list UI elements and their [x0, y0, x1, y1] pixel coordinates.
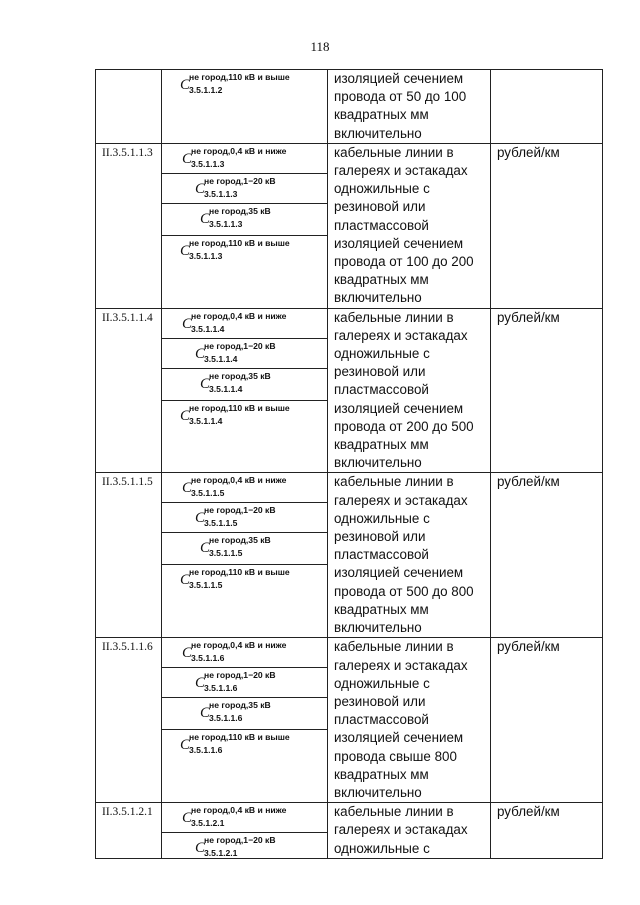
description-line: одножильные с	[334, 346, 430, 362]
symbol-letter: C	[182, 645, 193, 662]
symbol-letter: C	[200, 210, 211, 227]
description-line: изоляцией сечением	[334, 565, 464, 581]
row-description	[328, 143, 491, 308]
description-line: резиновой или	[334, 529, 426, 545]
symbol-subscript: 3.5.1.1.4	[191, 323, 225, 334]
table-row	[96, 143, 603, 308]
description-line: включительно	[334, 784, 422, 800]
symbol-superscript: не город,1−20 кВ	[204, 670, 276, 681]
description-line: изоляцией сечением	[334, 400, 464, 416]
row-unit: рублей/км	[491, 803, 603, 859]
description-line: провода от 50 до 100	[334, 89, 467, 105]
cost-symbol	[162, 565, 327, 629]
row-unit: рублей/км	[491, 638, 603, 803]
cost-symbol	[162, 698, 327, 730]
description-line: включительно	[334, 455, 422, 471]
symbol-letter: C	[200, 375, 211, 392]
symbol-letter: C	[180, 737, 191, 754]
cost-symbol	[162, 503, 327, 533]
row-code	[96, 70, 162, 144]
symbol-subscript: 3.5.1.1.5	[204, 518, 238, 529]
description-line: включительно	[334, 125, 422, 141]
symbol-letter: C	[195, 345, 206, 362]
description-line: галереях и эстакадах	[334, 163, 468, 179]
row-description	[328, 473, 491, 638]
symbol-superscript: не город,1−20 кВ	[204, 835, 276, 846]
description-line: пластмассовой	[334, 712, 429, 728]
description-line: квадратных мм	[334, 766, 429, 782]
symbol-subscript: 3.5.1.1.3	[189, 250, 223, 261]
symbol-subscript: 3.5.1.1.6	[204, 683, 238, 694]
description-line: пластмассовой	[334, 382, 429, 398]
cost-symbol	[162, 309, 327, 339]
symbol-superscript: не город,0,4 кВ и ниже	[191, 310, 287, 321]
cost-symbol	[162, 339, 327, 369]
symbols-cell	[162, 308, 328, 473]
description-line: одножильные с	[334, 510, 430, 526]
description-line: резиновой или	[334, 199, 426, 215]
description-line: галереях и эстакадах	[334, 327, 468, 343]
cost-symbol	[162, 236, 327, 300]
symbol-superscript: не город,110 кВ и выше	[189, 402, 290, 413]
symbol-letter: C	[182, 480, 193, 497]
symbol-subscript: 3.5.1.1.5	[209, 548, 243, 559]
symbol-letter: C	[195, 675, 206, 692]
cost-symbol	[162, 833, 327, 858]
table-row	[96, 473, 603, 638]
symbols-cell	[162, 473, 328, 638]
row-unit: рублей/км	[491, 143, 603, 308]
symbol-superscript: не город,35 кВ	[209, 535, 271, 546]
symbol-superscript: не город,110 кВ и выше	[189, 72, 290, 82]
symbol-letter: C	[182, 150, 193, 167]
symbol-subscript: 3.5.1.1.3	[209, 218, 243, 229]
description-line: изоляцией сечением	[334, 235, 464, 251]
symbol-superscript: не город,1−20 кВ	[204, 175, 276, 186]
description-line: галереях и эстакадах	[334, 492, 468, 508]
cost-symbol	[162, 533, 327, 565]
description-line: изоляцией сечением	[334, 71, 464, 86]
symbols-cell	[162, 638, 328, 803]
description-line: одножильные с	[334, 840, 430, 856]
description-line: резиновой или	[334, 693, 426, 709]
description-line: кабельные линии в	[334, 144, 454, 160]
symbol-letter: C	[195, 840, 206, 857]
row-description	[328, 308, 491, 473]
description-line: квадратных мм	[334, 272, 429, 288]
description-line: галереях и эстакадах	[334, 657, 468, 673]
description-line: кабельные линии в	[334, 309, 454, 325]
cost-symbol	[162, 204, 327, 236]
description-line: одножильные с	[334, 675, 430, 691]
description-line: резиновой или	[334, 364, 426, 380]
cost-symbol	[162, 730, 327, 794]
symbol-subscript: 3.5.1.1.3	[191, 158, 225, 169]
symbol-subscript: 3.5.1.1.6	[191, 653, 225, 664]
symbols-cell	[162, 70, 328, 144]
cost-symbol	[162, 638, 327, 668]
description-line: включительно	[334, 620, 422, 636]
symbol-superscript: не город,35 кВ	[209, 205, 271, 216]
table-row	[96, 70, 603, 144]
row-code: II.3.5.1.1.6	[96, 638, 162, 803]
cost-symbol	[162, 401, 327, 465]
symbol-superscript: не город,35 кВ	[209, 700, 271, 711]
symbol-subscript: 3.5.1.1.5	[189, 580, 223, 591]
symbol-subscript: 3.5.1.1.3	[204, 188, 238, 199]
symbol-letter: C	[200, 540, 211, 557]
cost-symbol	[162, 174, 327, 204]
description-line: провода от 100 до 200	[334, 254, 474, 270]
cost-symbol	[162, 668, 327, 698]
description-line: пластмассовой	[334, 217, 429, 233]
description-line: квадратных мм	[334, 107, 429, 123]
symbol-superscript: не город,1−20 кВ	[204, 505, 276, 516]
cost-symbol	[162, 803, 327, 833]
symbol-letter: C	[180, 242, 191, 259]
description-line: провода от 500 до 800	[334, 583, 474, 599]
symbol-letter: C	[195, 180, 206, 197]
symbol-subscript: 3.5.1.1.6	[189, 745, 223, 756]
symbol-subscript: 3.5.1.2.1	[191, 818, 225, 829]
row-unit	[491, 70, 603, 144]
description-line: кабельные линии в	[334, 804, 454, 820]
row-code: II.3.5.1.1.4	[96, 308, 162, 473]
symbol-superscript: не город,0,4 кВ и ниже	[191, 805, 287, 816]
row-unit: рублей/км	[491, 308, 603, 473]
symbol-subscript: 3.5.1.1.4	[204, 353, 238, 364]
tariff-table-body	[96, 70, 603, 859]
symbol-superscript: не город,110 кВ и выше	[189, 567, 290, 578]
row-description	[328, 638, 491, 803]
description-line: одножильные с	[334, 181, 430, 197]
symbol-letter: C	[180, 572, 191, 589]
table-row	[96, 638, 603, 803]
symbol-subscript: 3.5.1.1.4	[189, 415, 223, 426]
symbol-subscript: 3.5.1.1.6	[209, 713, 243, 724]
tariff-table	[95, 69, 603, 859]
description-line: провода свыше 800	[334, 748, 457, 764]
row-code: II.3.5.1.1.3	[96, 143, 162, 308]
cost-symbol	[162, 144, 327, 174]
row-description	[328, 70, 491, 144]
description-line: квадратных мм	[334, 437, 429, 453]
symbol-subscript: 3.5.1.1.2	[189, 85, 223, 95]
symbol-superscript: не город,0,4 кВ и ниже	[191, 640, 287, 651]
description-line: кабельные линии в	[334, 639, 454, 655]
symbol-subscript: 3.5.1.2.1	[204, 848, 238, 859]
row-code: II.3.5.1.2.1	[96, 803, 162, 859]
symbol-superscript: не город,110 кВ и выше	[189, 732, 290, 743]
symbols-cell	[162, 143, 328, 308]
symbol-letter: C	[182, 315, 193, 332]
page-number: 118	[310, 39, 330, 54]
symbol-superscript: не город,0,4 кВ и ниже	[191, 475, 287, 486]
description-line: изоляцией сечением	[334, 730, 464, 746]
description-line: пластмассовой	[334, 547, 429, 563]
symbol-superscript: не город,1−20 кВ	[204, 340, 276, 351]
symbol-subscript: 3.5.1.1.4	[209, 383, 243, 394]
symbol-superscript: не город,0,4 кВ и ниже	[191, 145, 287, 156]
table-row	[96, 308, 603, 473]
symbol-letter: C	[195, 510, 206, 527]
row-unit: рублей/км	[491, 473, 603, 638]
symbol-superscript: не город,35 кВ	[209, 370, 271, 381]
symbol-subscript: 3.5.1.1.5	[191, 488, 225, 499]
symbol-superscript: не город,110 кВ и выше	[189, 237, 290, 248]
cost-symbol	[162, 70, 327, 141]
cost-symbol	[162, 473, 327, 503]
description-line: квадратных мм	[334, 601, 429, 617]
symbol-letter: C	[200, 705, 211, 722]
symbol-letter: C	[180, 407, 191, 424]
cost-symbol	[162, 369, 327, 401]
table-row	[96, 803, 603, 859]
symbols-cell	[162, 803, 328, 859]
symbol-letter: C	[180, 77, 191, 93]
description-line: включительно	[334, 290, 422, 306]
description-line: кабельные линии в	[334, 474, 454, 490]
description-line: провода от 200 до 500	[334, 418, 474, 434]
row-description	[328, 803, 491, 859]
row-code: II.3.5.1.1.5	[96, 473, 162, 638]
description-line: галереях и эстакадах	[334, 822, 468, 838]
symbol-letter: C	[182, 810, 193, 827]
